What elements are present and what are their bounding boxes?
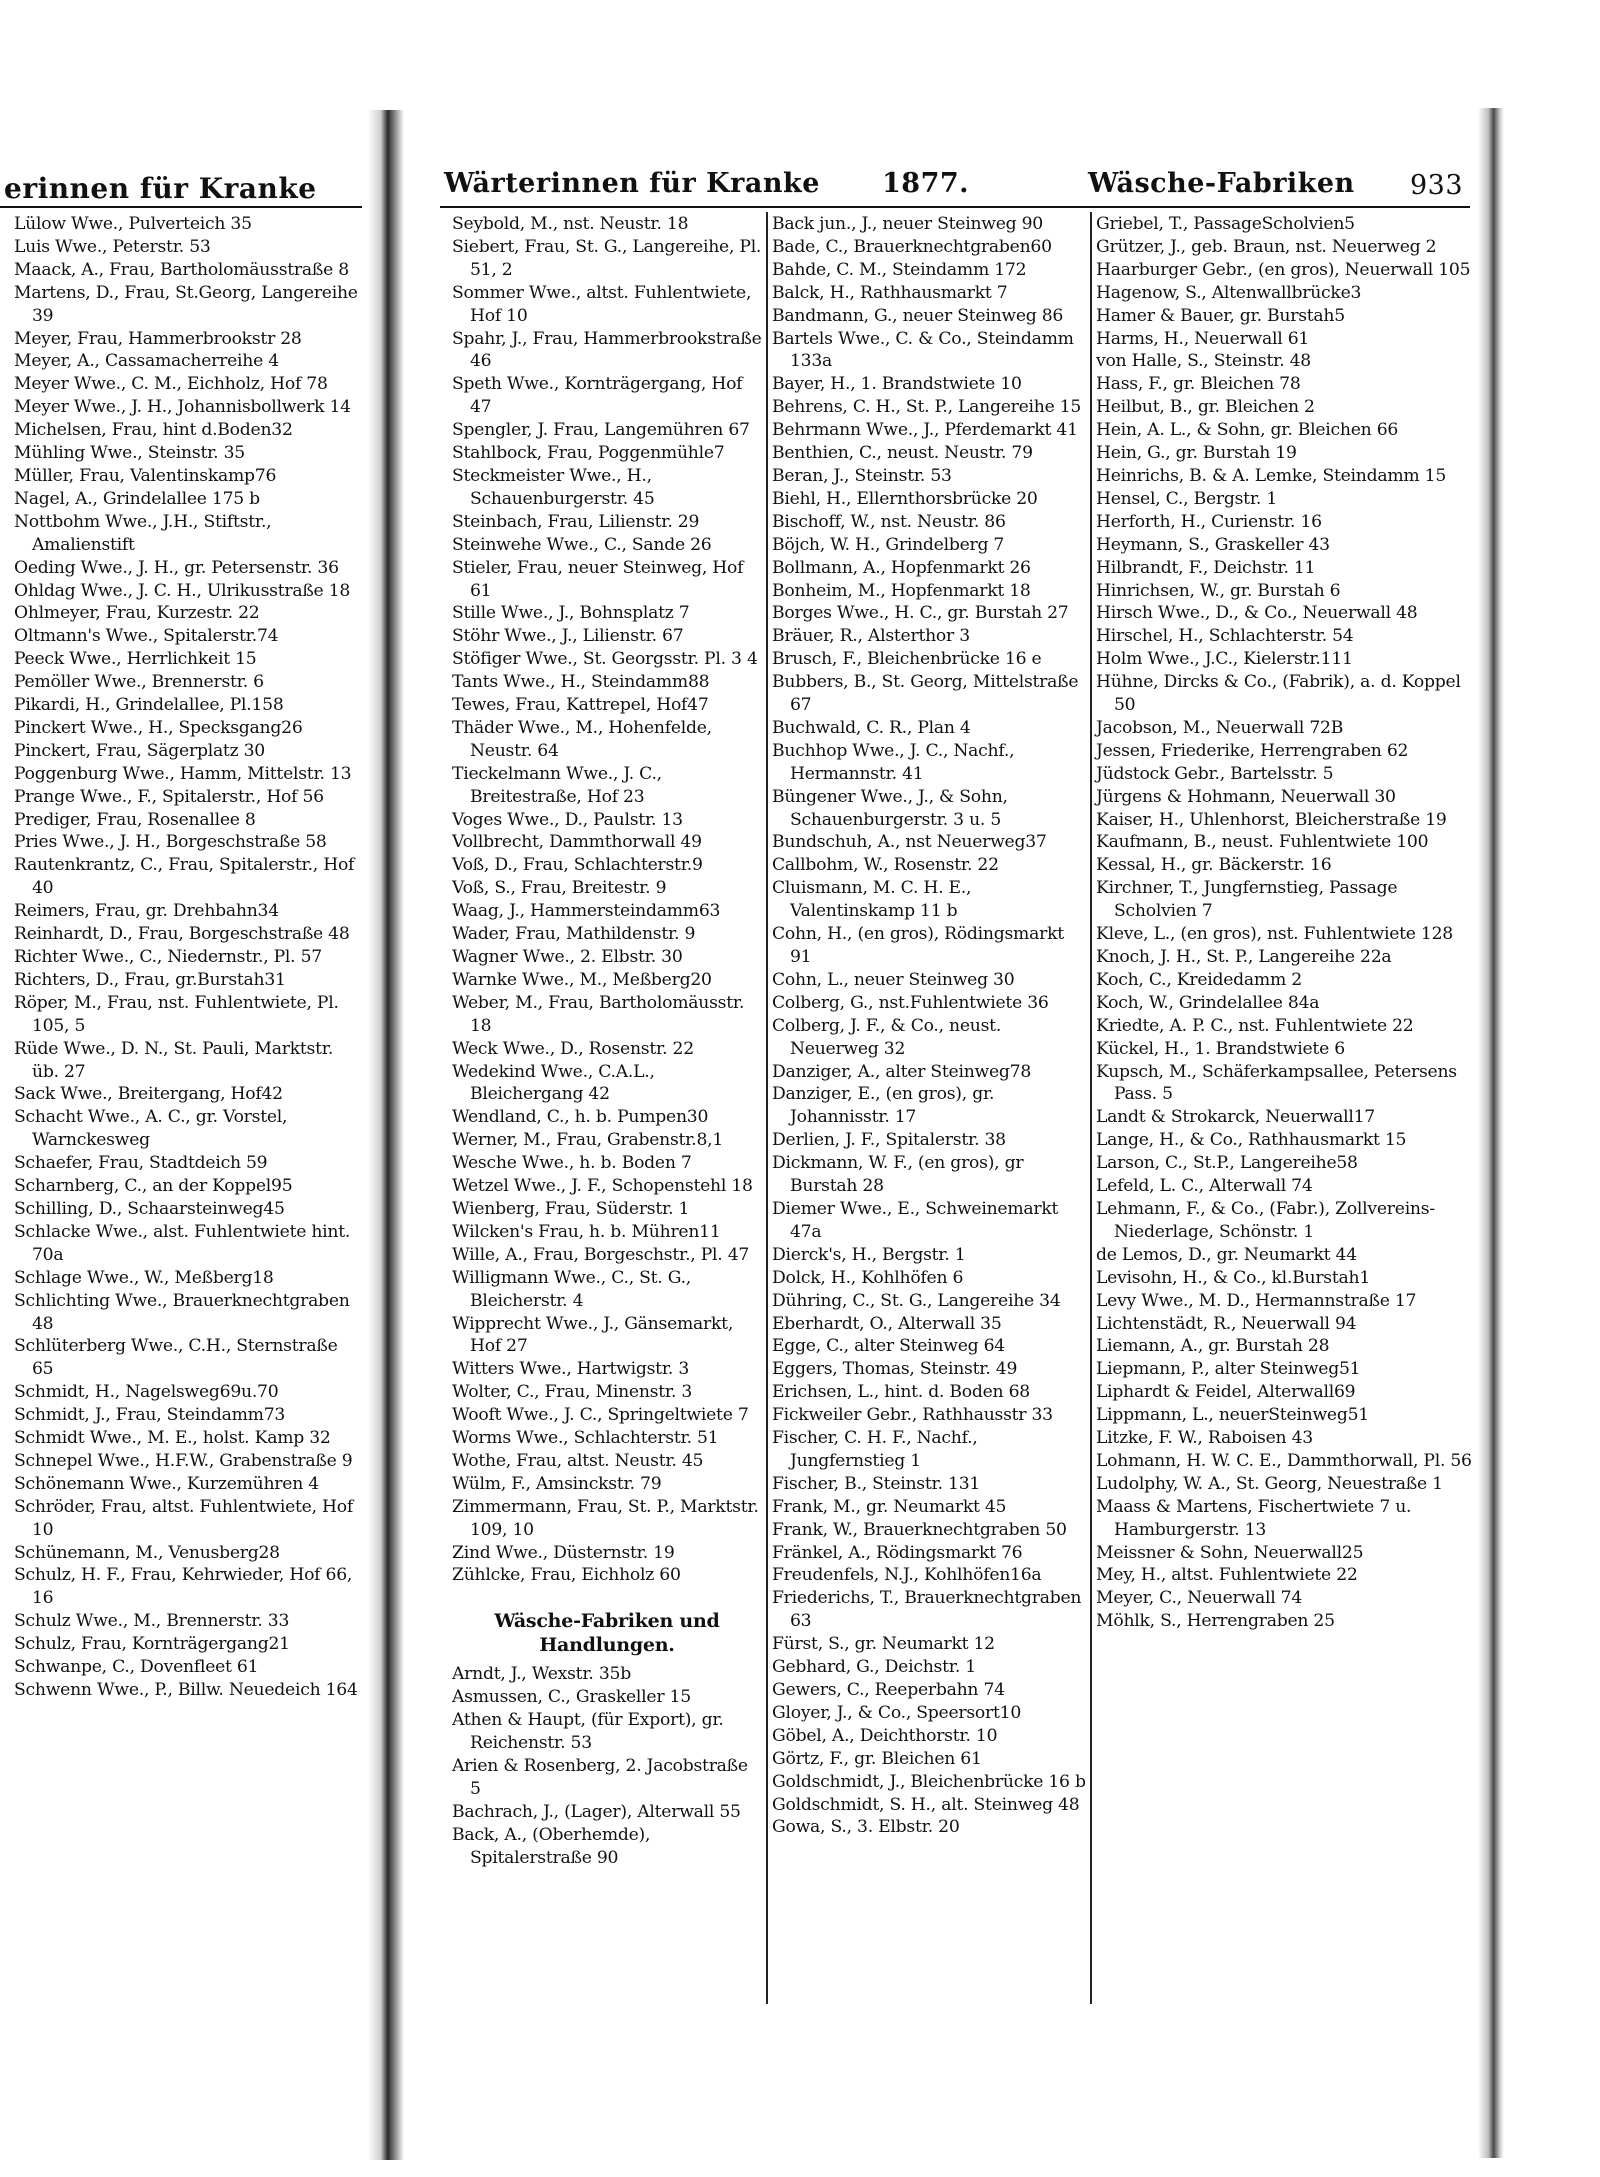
directory-entry: Görtz, F., gr. Bleichen 61 bbox=[772, 1748, 982, 1769]
directory-entry: Liemann, A., gr. Burstah 28 bbox=[1096, 1336, 1330, 1357]
directory-entry: Speth Wwe., Kornträgergang, Hof 47 bbox=[452, 374, 743, 418]
directory-entry: Erichsen, L., hint. d. Boden 68 bbox=[772, 1382, 1030, 1403]
directory-entry: Tants Wwe., H., Steindamm88 bbox=[452, 672, 710, 693]
directory-entry: Bachrach, J., (Lager), Alterwall 55 bbox=[452, 1801, 741, 1822]
directory-entry: Wader, Frau, Mathildenstr. 9 bbox=[452, 924, 696, 945]
directory-entry: Siebert, Frau, St. G., Langereihe, Pl. 51, 2 bbox=[452, 236, 762, 280]
directory-entry: Wilcken's Frau, h. b. Mühren11 bbox=[452, 1221, 721, 1242]
directory-entry: Steinbach, Frau, Lilienstr. 29 bbox=[452, 511, 700, 532]
directory-entry: Reinhardt, D., Frau, Borgeschstraße 48 bbox=[14, 924, 350, 945]
directory-entry: Michelsen, Frau, hint d.Boden32 bbox=[14, 420, 293, 441]
directory-entry: Stahlbock, Frau, Poggenmühle7 bbox=[452, 443, 725, 464]
directory-entry: Meyer Wwe., J. H., Johannisbollwerk 14 bbox=[14, 397, 351, 418]
directory-entry: Koch, C., Kreidedamm 2 bbox=[1096, 969, 1302, 990]
directory-entry: Beran, J., Steinstr. 53 bbox=[772, 465, 952, 486]
directory-entry: Schlacke Wwe., alst. Fuhlentwiete hint. 70a bbox=[14, 1221, 351, 1265]
directory-entry: Lichtenstädt, R., Neuerwall 94 bbox=[1096, 1313, 1357, 1334]
directory-entry: Dierck's, H., Bergstr. 1 bbox=[772, 1244, 966, 1265]
running-head-title: Wärterinnen für Kranke bbox=[444, 168, 820, 199]
directory-entry: Schulz Wwe., M., Brennerstr. 33 bbox=[14, 1611, 290, 1632]
directory-column-1 bbox=[452, 213, 762, 1870]
directory-entry: Goldschmidt, S. H., alt. Steinweg 48 bbox=[772, 1794, 1080, 1815]
directory-entry: Knoch, J. H., St. P., Langereihe 22a bbox=[1096, 947, 1392, 967]
directory-entry: Herforth, H., Curienstr. 16 bbox=[1096, 511, 1322, 532]
directory-entry: Danziger, A., alter Steinweg78 bbox=[772, 1061, 1032, 1082]
directory-entry: Waag, J., Hammersteindamm63 bbox=[452, 901, 721, 922]
directory-entry: Bischoff, W., nst. Neustr. 86 bbox=[772, 511, 1006, 532]
directory-entry: Werner, M., Frau, Grabenstr.8,1 bbox=[452, 1130, 724, 1151]
directory-entry: Pemöller Wwe., Brennerstr. 6 bbox=[14, 672, 264, 693]
directory-entry: Nagel, A., Grindelallee 175 b bbox=[14, 488, 260, 509]
directory-entry: Gloyer, J., & Co., Speersort10 bbox=[772, 1702, 1022, 1723]
directory-entry: Dolck, H., Kohlhöfen 6 bbox=[772, 1267, 964, 1288]
directory-entry: Bayer, H., 1. Brandstwiete 10 bbox=[772, 374, 1022, 395]
directory-entry: Fischer, B., Steinstr. 131 bbox=[772, 1473, 981, 1494]
directory-entry: Behrens, C. H., St. P., Langereihe 15 bbox=[772, 397, 1082, 418]
directory-entry: Jürgens & Hohmann, Neuerwall 30 bbox=[1096, 786, 1396, 807]
directory-entry: Buchhop Wwe., J. C., Nachf., Hermannstr. 41 bbox=[772, 740, 1015, 784]
directory-entry: Sommer Wwe., altst. Fuhlentwiete, Hof 10 bbox=[452, 282, 752, 326]
book-gutter bbox=[368, 110, 404, 2160]
directory-entry: Hass, F., gr. Bleichen 78 bbox=[1096, 374, 1301, 395]
directory-entry: Schacht Wwe., A. C., gr. Vorstel, Warnckesweg bbox=[14, 1107, 288, 1151]
directory-entry: Arndt, J., Wexstr. 35b bbox=[452, 1664, 631, 1685]
directory-entry: Kupsch, M., Schäferkampsallee, Petersens Pass. 5 bbox=[1096, 1061, 1457, 1105]
directory-entry: Steinwehe Wwe., C., Sande 26 bbox=[452, 534, 712, 555]
directory-entry: Gowa, S., 3. Elbstr. 20 bbox=[772, 1817, 960, 1838]
directory-entry: Wedekind Wwe., C.A.L., Bleichergang 42 bbox=[452, 1061, 655, 1105]
directory-entry: Levy Wwe., M. D., Hermannstraße 17 bbox=[1096, 1290, 1417, 1311]
directory-entry: Frank, M., gr. Neumarkt 45 bbox=[772, 1496, 1007, 1517]
directory-entry: Schlage Wwe., W., Meßberg18 bbox=[14, 1267, 274, 1288]
directory-entry: Tewes, Frau, Kattrepel, Hof47 bbox=[452, 695, 709, 716]
directory-entry: de Lemos, D., gr. Neumarkt 44 bbox=[1096, 1244, 1357, 1265]
directory-entry: Göbel, A., Deichthorstr. 10 bbox=[772, 1725, 998, 1746]
directory-entry: Lefeld, L. C., Alterwall 74 bbox=[1096, 1176, 1313, 1197]
directory-entry: Schröder, Frau, altst. Fuhlentwiete, Hof 10 bbox=[14, 1496, 353, 1540]
directory-entry: Frank, W., Brauerknechtgraben 50 bbox=[772, 1519, 1067, 1540]
directory-entry: Goldschmidt, J., Bleichenbrücke 16 b bbox=[772, 1771, 1086, 1792]
directory-entry: Hensel, C., Bergstr. 1 bbox=[1096, 488, 1278, 509]
directory-entry: Kückel, H., 1. Brandstwiete 6 bbox=[1096, 1038, 1345, 1059]
directory-entry: Weck Wwe., D., Rosenstr. 22 bbox=[452, 1038, 694, 1059]
directory-entry: Röper, M., Frau, nst. Fuhlentwiete, Pl. 105, 5 bbox=[14, 992, 339, 1036]
directory-entry: Ludolphy, W. A., St. Georg, Neuestraße 1 bbox=[1096, 1473, 1443, 1494]
page-edge bbox=[1478, 108, 1504, 2158]
directory-entry: Wille, A., Frau, Borgeschstr., Pl. 47 bbox=[452, 1244, 750, 1265]
page-number: 933 bbox=[1410, 170, 1464, 201]
directory-entry: Kaufmann, B., neust. Fuhlentwiete 100 bbox=[1096, 832, 1429, 853]
directory-entry: Mey, H., altst. Fuhlentwiete 22 bbox=[1096, 1565, 1358, 1586]
directory-entry: Bubbers, B., St. Georg, Mittelstraße 67 bbox=[772, 672, 1079, 716]
directory-entry: Zühlcke, Frau, Eichholz 60 bbox=[452, 1565, 681, 1586]
directory-entry: Freudenfels, N.J., Kohlhöfen16a bbox=[772, 1565, 1042, 1586]
directory-entry: Asmussen, C., Graskeller 15 bbox=[452, 1687, 691, 1708]
directory-entry: Thäder Wwe., M., Hohenfelde, Neustr. 64 bbox=[452, 717, 712, 761]
directory-entry: Balck, H., Rathhausmarkt 7 bbox=[772, 282, 1008, 303]
directory-entry: Stöfiger Wwe., St. Georgsstr. Pl. 3 4 bbox=[452, 649, 758, 670]
directory-entry: Levisohn, H., & Co., kl.Burstah1 bbox=[1096, 1267, 1371, 1288]
right-header-rule bbox=[440, 206, 1470, 208]
directory-entry: Benthien, C., neust. Neustr. 79 bbox=[772, 443, 1033, 464]
directory-entry: Lippmann, L., neuerSteinweg51 bbox=[1096, 1405, 1369, 1426]
directory-entry: Poggenburg Wwe., Hamm, Mittelstr. 13 bbox=[14, 763, 352, 784]
directory-entry: Lange, H., & Co., Rathhausmarkt 15 bbox=[1096, 1130, 1407, 1151]
directory-entry: Litzke, F. W., Raboisen 43 bbox=[1096, 1428, 1313, 1449]
directory-entry: Schnepel Wwe., H.F.W., Grabenstraße 9 bbox=[14, 1450, 353, 1471]
directory-entry: Schmidt Wwe., M. E., holst. Kamp 32 bbox=[14, 1428, 331, 1449]
directory-entry: Wesche Wwe., h. b. Boden 7 bbox=[452, 1153, 692, 1174]
directory-entry: Harms, H., Neuerwall 61 bbox=[1096, 328, 1310, 349]
directory-entry: Schulz, Frau, Kornträgergang21 bbox=[14, 1634, 290, 1655]
directory-entry: Warnke Wwe., M., Meßberg20 bbox=[452, 969, 712, 990]
directory-entry: Hein, G., gr. Burstah 19 bbox=[1096, 443, 1297, 464]
directory-entry: Lehmann, F., & Co., (Fabr.), Zollvereins-Niederlage, Schönstr. 1 bbox=[1096, 1198, 1435, 1242]
directory-entry: Callbohm, W., Rosenstr. 22 bbox=[772, 855, 999, 876]
directory-entry: Borges Wwe., H. C., gr. Burstah 27 bbox=[772, 603, 1069, 624]
directory-entry: Schlichting Wwe., Brauerknechtgraben 48 bbox=[14, 1290, 350, 1334]
directory-entry: Wetzel Wwe., J. F., Schopenstehl 18 bbox=[452, 1176, 753, 1197]
directory-entry: Prediger, Frau, Rosenallee 8 bbox=[14, 809, 256, 830]
directory-entry: Kleve, L., (en gros), nst. Fuhlentwiete 128 bbox=[1096, 924, 1453, 945]
directory-entry: Martens, D., Frau, St.Georg, Langereihe 39 bbox=[14, 282, 358, 326]
directory-entry: Kaiser, H., Uhlenhorst, Bleicherstraße 19 bbox=[1096, 809, 1447, 830]
directory-entry: Pikardi, H., Grindelallee, Pl.158 bbox=[14, 695, 284, 716]
directory-entry: Vollbrecht, Dammthorwall 49 bbox=[452, 832, 702, 853]
directory-entry: Derlien, J. F., Spitalerstr. 38 bbox=[772, 1130, 1006, 1151]
directory-entry: Oltmann's Wwe., Spitalerstr.74 bbox=[14, 626, 279, 647]
directory-entry: Meyer, C., Neuerwall 74 bbox=[1096, 1588, 1303, 1609]
directory-entry: Bandmann, G., neuer Steinweg 86 bbox=[772, 305, 1064, 326]
directory-entry: Buchwald, C. R., Plan 4 bbox=[772, 717, 971, 738]
directory-entry: Larson, C., St.P., Langereihe58 bbox=[1096, 1153, 1358, 1174]
directory-entry: Bollmann, A., Hopfenmarkt 26 bbox=[772, 557, 1031, 578]
directory-entry: Worms Wwe., Schlachterstr. 51 bbox=[452, 1428, 719, 1449]
directory-entry: Rautenkrantz, C., Frau, Spitalerstr., Hof 40 bbox=[14, 855, 355, 899]
directory-entry: Mühling Wwe., Steinstr. 35 bbox=[14, 443, 245, 464]
directory-entry: Hagenow, S., Altenwallbrücke3 bbox=[1096, 282, 1362, 303]
directory-entry: Spengler, J. Frau, Langemühren 67 bbox=[452, 420, 750, 441]
left-header-rule bbox=[0, 206, 362, 208]
directory-entry: Behrmann Wwe., J., Pferdemarkt 41 bbox=[772, 420, 1078, 441]
directory-entry: Stille Wwe., J., Bohnsplatz 7 bbox=[452, 603, 690, 624]
directory-entry: Hirsch Wwe., D., & Co., Neuerwall 48 bbox=[1096, 603, 1418, 624]
directory-entry: Meyer, A., Cassamacherreihe 4 bbox=[14, 351, 279, 372]
directory-column-3 bbox=[1096, 213, 1472, 1633]
directory-entry: Diemer Wwe., E., Schweinemarkt 47a bbox=[772, 1198, 1059, 1242]
directory-entry: Brusch, F., Bleichenbrücke 16 e bbox=[772, 649, 1042, 670]
directory-entry: Jessen, Friederike, Herrengraben 62 bbox=[1096, 740, 1409, 761]
directory-entry: Kirchner, T., Jungfernstieg, Passage Scholvien 7 bbox=[1096, 878, 1398, 922]
directory-entry: Voges Wwe., D., Paulstr. 13 bbox=[452, 809, 683, 830]
directory-entry: Eberhardt, O., Alterwall 35 bbox=[772, 1313, 1002, 1334]
directory-entry: Meyer Wwe., C. M., Eichholz, Hof 78 bbox=[14, 374, 328, 395]
directory-entry: Spahr, J., Frau, Hammerbrookstraße 46 bbox=[452, 328, 762, 372]
directory-entry: Pries Wwe., J. H., Borgeschstraße 58 bbox=[14, 832, 327, 853]
directory-entry: Fränkel, A., Rödingsmarkt 76 bbox=[772, 1542, 1023, 1563]
column-divider-1 bbox=[766, 212, 768, 2004]
directory-entry: Kriedte, A. P. C., nst. Fuhlentwiete 22 bbox=[1096, 1015, 1414, 1036]
directory-entry: Landt & Strokarck, Neuerwall17 bbox=[1096, 1107, 1375, 1128]
directory-entry: Holm Wwe., J.C., Kielerstr.111 bbox=[1096, 649, 1353, 670]
directory-entry: Nottbohm Wwe., J.H., Stiftstr., Amalienstift bbox=[14, 511, 272, 555]
directory-entry: Voß, D., Frau, Schlachterstr.9 bbox=[452, 855, 703, 876]
directory-entry: Back, A., (Oberhemde), Spitalerstraße 90 bbox=[452, 1824, 651, 1868]
directory-entry: Kessal, H., gr. Bäckerstr. 16 bbox=[1096, 855, 1332, 876]
directory-entry: Willigmann Wwe., C., St. G., Bleicherstr. 4 bbox=[452, 1267, 692, 1311]
directory-entry: Oeding Wwe., J. H., gr. Petersenstr. 36 bbox=[14, 557, 339, 578]
directory-entry: Fürst, S., gr. Neumarkt 12 bbox=[772, 1634, 995, 1655]
running-head-section: Wäsche-Fabriken bbox=[1088, 168, 1355, 199]
directory-entry: Grützer, J., geb. Braun, nst. Neuerweg 2 bbox=[1096, 236, 1437, 257]
directory-entry: Gewers, C., Reeperbahn 74 bbox=[772, 1680, 1005, 1700]
directory-entry: Dühring, C., St. G., Langereihe 34 bbox=[772, 1290, 1061, 1311]
directory-entry: Schlüterberg Wwe., C.H., Sternstraße 65 bbox=[14, 1336, 338, 1380]
directory-entry: Bartels Wwe., C. & Co., Steindamm 133a bbox=[772, 328, 1074, 372]
directory-entry: Bade, C., Brauerknechtgraben60 bbox=[772, 236, 1052, 257]
directory-entry: Bundschuh, A., nst Neuerweg37 bbox=[772, 832, 1047, 853]
directory-entry: Wagner Wwe., 2. Elbstr. 30 bbox=[452, 947, 683, 967]
directory-entry: Steckmeister Wwe., H., Schauenburgerstr. 45 bbox=[452, 465, 655, 509]
directory-entry: Peeck Wwe., Herrlichkeit 15 bbox=[14, 649, 257, 670]
directory-entry: Griebel, T., PassageScholvien5 bbox=[1096, 214, 1355, 234]
directory-entry: Bahde, C. M., Steindamm 172 bbox=[772, 259, 1027, 280]
directory-entry: Hamer & Bauer, gr. Burstah5 bbox=[1096, 305, 1345, 326]
directory-entry: Fischer, C. H. F., Nachf., Jungfernstieg 1 bbox=[772, 1428, 978, 1471]
directory-entry: Bräuer, R., Alsterthor 3 bbox=[772, 626, 970, 647]
directory-entry: Heilbut, B., gr. Bleichen 2 bbox=[1096, 397, 1315, 418]
directory-entry: Meissner & Sohn, Neuerwall25 bbox=[1096, 1542, 1364, 1563]
directory-entry: Rüde Wwe., D. N., St. Pauli, Marktstr. üb. 27 bbox=[14, 1038, 334, 1082]
directory-entry: Gebhard, G., Deichstr. 1 bbox=[772, 1657, 976, 1678]
directory-entry: Meyer, Frau, Hammerbrookstr 28 bbox=[14, 328, 302, 349]
directory-entry: Danziger, E., (en gros), gr. Johannisstr. 17 bbox=[772, 1084, 995, 1128]
directory-entry: Jüdstock Gebr., Bartelsstr. 5 bbox=[1096, 763, 1334, 784]
directory-entry: Voß, S., Frau, Breitestr. 9 bbox=[452, 878, 667, 899]
directory-entry: Dickmann, W. F., (en gros), gr Burstah 28 bbox=[772, 1153, 1024, 1197]
directory-entry: Wooft Wwe., J. C., Springeltwiete 7 bbox=[452, 1405, 749, 1426]
directory-entry: Haarburger Gebr., (en gros), Neuerwall 105 bbox=[1096, 259, 1471, 280]
left-running-head: erinnen für Kranke bbox=[4, 172, 317, 205]
directory-entry: Wothe, Frau, altst. Neustr. 45 bbox=[452, 1450, 704, 1471]
directory-entry: Friederichs, T., Brauerknechtgraben 63 bbox=[772, 1588, 1082, 1632]
directory-entry: Arien & Rosenberg, 2. Jacobstraße 5 bbox=[452, 1756, 748, 1799]
directory-entry: Schünemann, M., Venusberg28 bbox=[14, 1542, 280, 1563]
directory-entry: Liepmann, P., alter Steinweg51 bbox=[1096, 1359, 1361, 1380]
directory-entry: Maass & Martens, Fischertwiete 7 u. Hamburgerstr. 13 bbox=[1096, 1496, 1412, 1540]
directory-entry: Colberg, G., nst.Fuhlentwiete 36 bbox=[772, 992, 1049, 1013]
directory-entry: Schulz, H. F., Frau, Kehrwieder, Hof 66, 16 bbox=[14, 1565, 353, 1609]
directory-entry: Schaefer, Frau, Stadtdeich 59 bbox=[14, 1153, 268, 1174]
directory-entry: Schwenn Wwe., P., Billw. Neuedeich 164 bbox=[14, 1680, 358, 1700]
directory-entry: Wendland, C., h. b. Pumpen30 bbox=[452, 1107, 709, 1128]
directory-entry: Wolter, C., Frau, Minenstr. 3 bbox=[452, 1382, 693, 1403]
directory-entry: Scharnberg, C., an der Koppel95 bbox=[14, 1176, 293, 1197]
directory-entry: Weber, M., Frau, Bartholomäusstr. 18 bbox=[452, 992, 745, 1036]
directory-entry: Sack Wwe., Breitergang, Hof42 bbox=[14, 1084, 283, 1105]
directory-entry: Tieckelmann Wwe., J. C., Breitestraße, Hof 23 bbox=[452, 763, 662, 807]
directory-entry: Luis Wwe., Peterstr. 53 bbox=[14, 236, 211, 257]
directory-entry: Pinckert, Frau, Sägerplatz 30 bbox=[14, 740, 265, 761]
directory-entry: Seybold, M., nst. Neustr. 18 bbox=[452, 214, 689, 234]
directory-entry: Witters Wwe., Hartwigstr. 3 bbox=[452, 1359, 690, 1380]
directory-entry: Böjch, W. H., Grindelberg 7 bbox=[772, 534, 1005, 555]
directory-entry: Zimmermann, Frau, St. P., Marktstr. 109, 10 bbox=[452, 1496, 759, 1540]
directory-entry: Jacobson, M., Neuerwall 72B bbox=[1096, 717, 1344, 738]
directory-entry: Stöhr Wwe., J., Lilienstr. 67 bbox=[452, 626, 684, 647]
directory-entry: Colberg, J. F., & Co., neust. Neuerweg 32 bbox=[772, 1015, 1002, 1059]
running-head-year: 1877. bbox=[882, 168, 970, 199]
left-page-column bbox=[14, 213, 358, 1702]
directory-entry: Schwanpe, C., Dovenfleet 61 bbox=[14, 1657, 259, 1678]
directory-entry: von Halle, S., Steinstr. 48 bbox=[1096, 351, 1311, 372]
directory-entry: Eggers, Thomas, Steinstr. 49 bbox=[772, 1359, 1018, 1380]
directory-entry: Heymann, S., Graskeller 43 bbox=[1096, 534, 1330, 555]
directory-entry: Richters, D., Frau, gr.Burstah31 bbox=[14, 969, 286, 990]
directory-entry: Schmidt, J., Frau, Steindamm73 bbox=[14, 1405, 286, 1426]
directory-entry: Cluismann, M. C. H. E., Valentinskamp 11 b bbox=[772, 878, 972, 922]
directory-entry: Athen & Haupt, (für Export), gr. Reichenstr. 53 bbox=[452, 1710, 724, 1754]
directory-entry: Liphardt & Feidel, Alterwall69 bbox=[1096, 1382, 1356, 1403]
directory-entry: Fickweiler Gebr., Rathhausstr 33 bbox=[772, 1405, 1053, 1426]
directory-entry: Reimers, Frau, gr. Drehbahn34 bbox=[14, 901, 279, 922]
directory-entry: Cohn, H., (en gros), Rödingsmarkt 91 bbox=[772, 924, 1064, 967]
directory-column-2 bbox=[772, 213, 1086, 1839]
directory-entry: Wienberg, Frau, Süderstr. 1 bbox=[452, 1198, 690, 1219]
directory-entry: Müller, Frau, Valentinskamp76 bbox=[14, 465, 277, 486]
directory-entry: Richter Wwe., C., Niedernstr., Pl. 57 bbox=[14, 947, 322, 967]
directory-entry: Koch, W., Grindelallee 84a bbox=[1096, 992, 1320, 1013]
directory-entry: Bonheim, M., Hopfenmarkt 18 bbox=[772, 580, 1031, 601]
section-heading: Wäsche-Fabriken und Handlungen. bbox=[494, 1610, 720, 1657]
directory-entry: Lohmann, H. W. C. E., Dammthorwall, Pl. 56 bbox=[1096, 1450, 1472, 1471]
directory-entry: Büngener Wwe., J., & Sohn, Schauenburgerstr. 3 u. 5 bbox=[772, 786, 1008, 830]
directory-entry: Biehl, H., Ellernthorsbrücke 20 bbox=[772, 488, 1038, 509]
directory-entry: Maack, A., Frau, Bartholomäusstraße 8 bbox=[14, 259, 349, 280]
directory-entry: Ohldag Wwe., J. C. H., Ulrikusstraße 18 bbox=[14, 580, 351, 601]
directory-entry: Stieler, Frau, neuer Steinweg, Hof 61 bbox=[452, 557, 744, 601]
directory-entry: Heinrichs, B. & A. Lemke, Steindamm 15 bbox=[1096, 465, 1447, 486]
directory-entry: Ohlmeyer, Frau, Kurzestr. 22 bbox=[14, 603, 260, 624]
directory-entry: Prange Wwe., F., Spitalerstr., Hof 56 bbox=[14, 786, 324, 807]
directory-entry: Pinckert Wwe., H., Specksgang26 bbox=[14, 717, 303, 738]
directory-entry: Cohn, L., neuer Steinweg 30 bbox=[772, 969, 1015, 990]
directory-entry: Wipprecht Wwe., J., Gänsemarkt, Hof 27 bbox=[452, 1313, 734, 1357]
directory-entry: Lülow Wwe., Pulverteich 35 bbox=[14, 214, 252, 234]
directory-entry: Hinrichsen, W., gr. Burstah 6 bbox=[1096, 580, 1341, 601]
directory-entry: Hühne, Dircks & Co., (Fabrik), a. d. Koppel 50 bbox=[1096, 672, 1461, 716]
directory-entry: Hein, A. L., & Sohn, gr. Bleichen 66 bbox=[1096, 420, 1399, 441]
directory-entry: Schmidt, H., Nagelsweg69u.70 bbox=[14, 1382, 279, 1403]
directory-entry: Wülm, F., Amsinckstr. 79 bbox=[452, 1473, 662, 1494]
directory-entry: Schilling, D., Schaarsteinweg45 bbox=[14, 1198, 285, 1219]
directory-entry: Möhlk, S., Herrengraben 25 bbox=[1096, 1611, 1335, 1632]
directory-entry: Egge, C., alter Steinweg 64 bbox=[772, 1336, 1005, 1357]
directory-entry: Zind Wwe., Düsternstr. 19 bbox=[452, 1542, 675, 1563]
directory-entry: Hilbrandt, F., Deichstr. 11 bbox=[1096, 557, 1316, 578]
directory-entry: Schönemann Wwe., Kurzemühren 4 bbox=[14, 1473, 319, 1494]
directory-entry: Back jun., J., neuer Steinweg 90 bbox=[772, 214, 1043, 234]
column-divider-2 bbox=[1090, 212, 1092, 2004]
directory-entry: Hirschel, H., Schlachterstr. 54 bbox=[1096, 626, 1354, 647]
